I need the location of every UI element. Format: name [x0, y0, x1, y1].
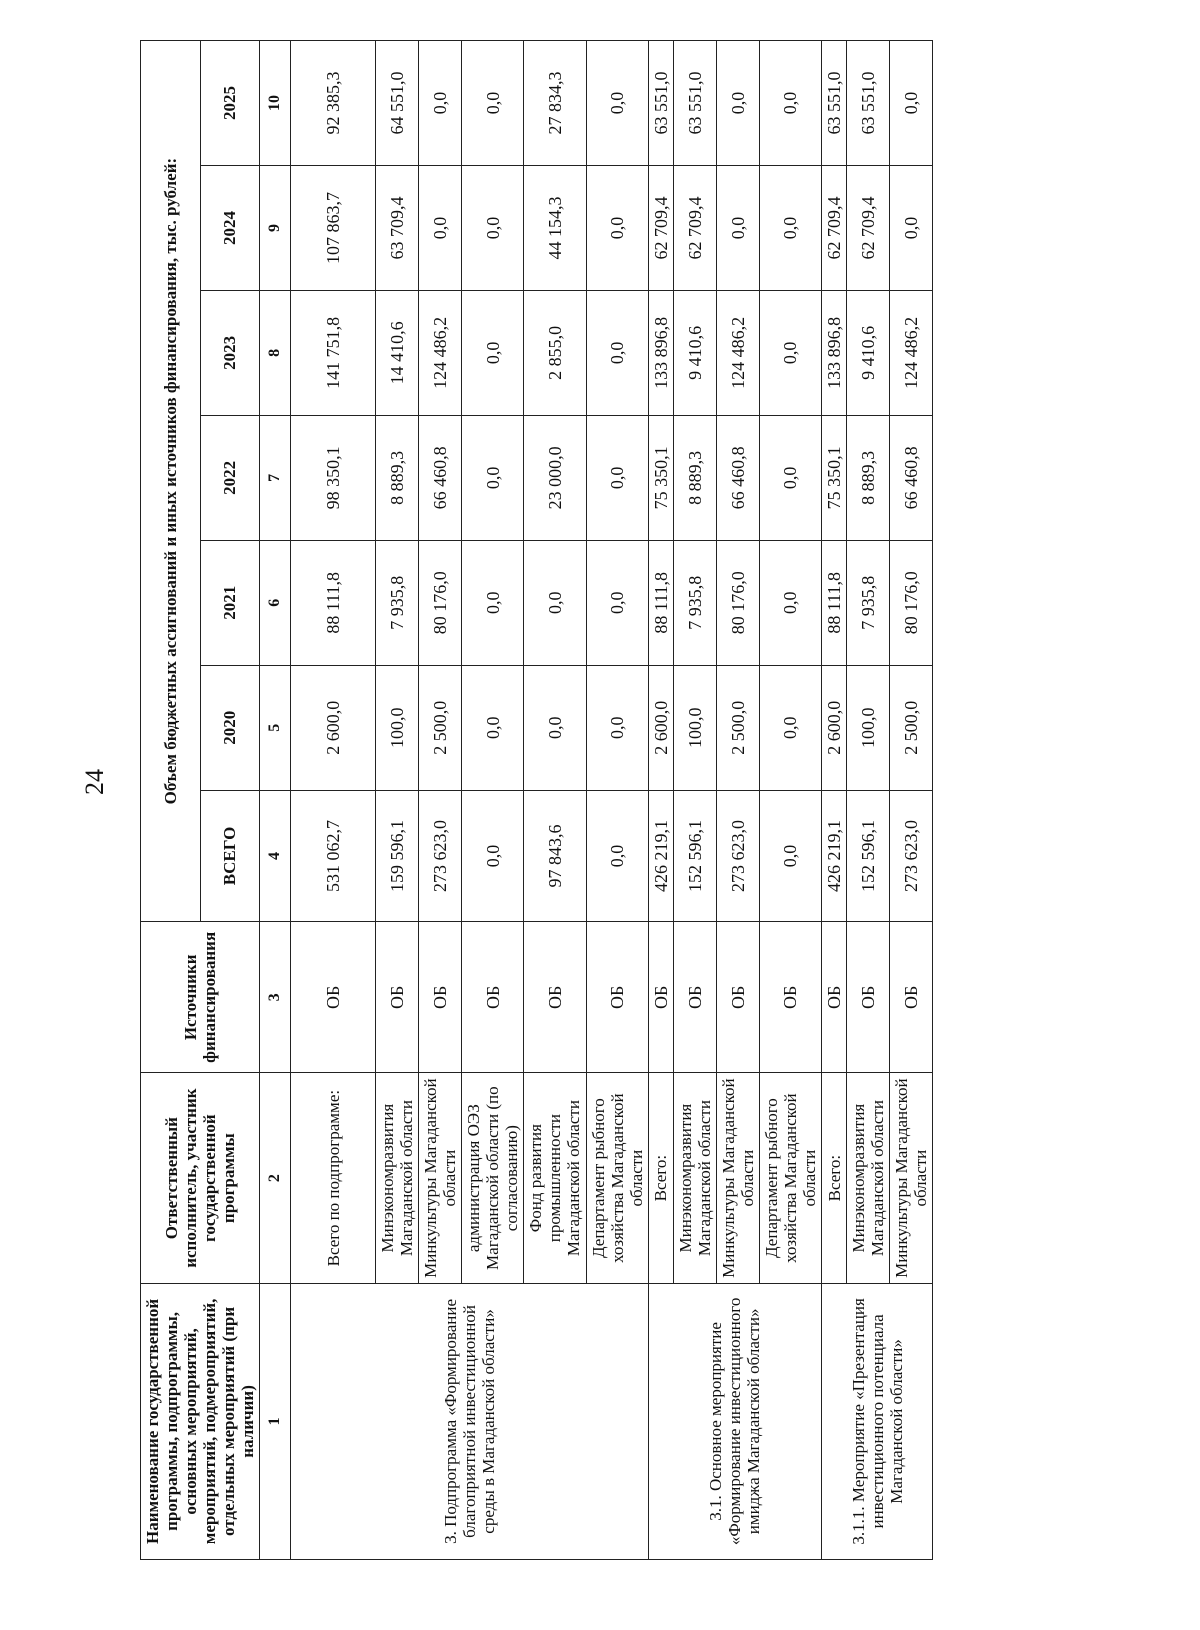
- value-cell: 100,0: [673, 665, 716, 790]
- value-cell: 0,0: [586, 41, 648, 166]
- value-cell: 152 596,1: [847, 790, 890, 922]
- column-number: 6: [260, 540, 291, 665]
- value-cell: 159 596,1: [376, 790, 419, 922]
- header-year-2020: 2020: [200, 665, 260, 790]
- value-cell: 0,0: [759, 540, 821, 665]
- value-cell: 273 623,0: [890, 790, 933, 922]
- value-cell: 62 709,4: [648, 166, 673, 291]
- value-cell: 8 889,3: [847, 415, 890, 540]
- source-cell: ОБ: [847, 922, 890, 1073]
- table-row: [291, 41, 376, 1560]
- value-cell: 0,0: [419, 41, 462, 166]
- value-cell: 63 551,0: [821, 41, 846, 166]
- column-number: 8: [260, 290, 291, 415]
- value-cell: 2 500,0: [890, 665, 933, 790]
- value-cell: 75 350,1: [821, 415, 846, 540]
- header-source: Источники финансирования: [141, 922, 260, 1073]
- executor-cell: Всего по подпрограмме:: [291, 1073, 376, 1283]
- value-cell: 63 551,0: [648, 41, 673, 166]
- value-cell: 80 176,0: [890, 540, 933, 665]
- executor-cell: Минэкономразвития Магаданской области: [847, 1073, 890, 1283]
- value-cell: 0,0: [462, 665, 524, 790]
- value-cell: 66 460,8: [716, 415, 759, 540]
- value-cell: 141 751,8: [291, 290, 376, 415]
- value-cell: 0,0: [462, 41, 524, 166]
- value-cell: 124 486,2: [419, 290, 462, 415]
- column-number: 2: [260, 1073, 291, 1283]
- column-number: 4: [260, 790, 291, 922]
- header-executor: Ответственный исполнитель, участник государственной программы: [141, 1073, 260, 1283]
- value-cell: 62 709,4: [673, 166, 716, 291]
- source-cell: ОБ: [586, 922, 648, 1073]
- value-cell: 2 500,0: [419, 665, 462, 790]
- value-cell: 2 855,0: [524, 290, 586, 415]
- value-cell: 2 600,0: [821, 665, 846, 790]
- value-cell: 0,0: [759, 41, 821, 166]
- value-cell: 80 176,0: [716, 540, 759, 665]
- column-number: 5: [260, 665, 291, 790]
- value-cell: 273 623,0: [716, 790, 759, 922]
- header-total: ВСЕГО: [200, 790, 260, 922]
- value-cell: 0,0: [890, 166, 933, 291]
- value-cell: 8 889,3: [673, 415, 716, 540]
- value-cell: 66 460,8: [419, 415, 462, 540]
- header-program-name: Наименование государственной программы, подпрограммы, основных мероприятий, мероприятий, подмероприятий, отдельных мероприятий (при наличии): [141, 1283, 260, 1559]
- value-cell: 88 111,8: [648, 540, 673, 665]
- value-cell: 63 709,4: [376, 166, 419, 291]
- executor-cell: Департамент рыбного хозяйства Магаданской области: [759, 1073, 821, 1283]
- executor-cell: Минэкономразвития Магаданской области: [376, 1073, 419, 1283]
- column-number: 9: [260, 166, 291, 291]
- header-year-2024: 2024: [200, 166, 260, 291]
- column-number: 3: [260, 922, 291, 1073]
- page-number: 24: [80, 769, 109, 795]
- source-cell: ОБ: [673, 922, 716, 1073]
- table-body: [291, 41, 933, 1560]
- column-number: 7: [260, 415, 291, 540]
- source-cell: ОБ: [376, 922, 419, 1073]
- financing-table: [140, 40, 933, 1560]
- value-cell: 100,0: [376, 665, 419, 790]
- value-cell: 273 623,0: [419, 790, 462, 922]
- value-cell: 7 935,8: [673, 540, 716, 665]
- value-cell: 0,0: [586, 415, 648, 540]
- value-cell: 64 551,0: [376, 41, 419, 166]
- value-cell: 0,0: [759, 415, 821, 540]
- value-cell: 124 486,2: [716, 290, 759, 415]
- value-cell: 0,0: [759, 665, 821, 790]
- value-cell: 0,0: [524, 665, 586, 790]
- column-number: 1: [260, 1283, 291, 1559]
- value-cell: 2 600,0: [291, 665, 376, 790]
- executor-cell: администрация ОЭЗ Магаданской области (по согласованию): [462, 1073, 524, 1283]
- value-cell: 27 834,3: [524, 41, 586, 166]
- source-cell: ОБ: [648, 922, 673, 1073]
- program-item-name: 3.1.1. Мероприятие «Презентация инвестиционного потенциала Магаданской области»: [821, 1283, 932, 1559]
- value-cell: 2 600,0: [648, 665, 673, 790]
- value-cell: 8 889,3: [376, 415, 419, 540]
- value-cell: 0,0: [462, 540, 524, 665]
- value-cell: 0,0: [586, 665, 648, 790]
- source-cell: ОБ: [759, 922, 821, 1073]
- executor-cell: Минкультуры Магаданской области: [716, 1073, 759, 1283]
- rotated-document: [140, 40, 1140, 1560]
- value-cell: 62 709,4: [847, 166, 890, 291]
- value-cell: 0,0: [716, 41, 759, 166]
- value-cell: 7 935,8: [376, 540, 419, 665]
- value-cell: 0,0: [586, 290, 648, 415]
- value-cell: 9 410,6: [847, 290, 890, 415]
- value-cell: 426 219,1: [648, 790, 673, 922]
- value-cell: 2 500,0: [716, 665, 759, 790]
- table-row: [648, 41, 673, 1560]
- executor-cell: Минэкономразвития Магаданской области: [673, 1073, 716, 1283]
- value-cell: 0,0: [524, 540, 586, 665]
- source-cell: ОБ: [462, 922, 524, 1073]
- column-number: 10: [260, 41, 291, 166]
- value-cell: 63 551,0: [673, 41, 716, 166]
- value-cell: 0,0: [586, 540, 648, 665]
- value-cell: 7 935,8: [847, 540, 890, 665]
- value-cell: 531 062,7: [291, 790, 376, 922]
- value-cell: 0,0: [462, 415, 524, 540]
- source-cell: ОБ: [524, 922, 586, 1073]
- value-cell: 0,0: [462, 166, 524, 291]
- value-cell: 0,0: [586, 790, 648, 922]
- value-cell: 80 176,0: [419, 540, 462, 665]
- header-year-2021: 2021: [200, 540, 260, 665]
- source-cell: ОБ: [716, 922, 759, 1073]
- value-cell: 0,0: [586, 166, 648, 291]
- value-cell: 133 896,8: [648, 290, 673, 415]
- value-cell: 152 596,1: [673, 790, 716, 922]
- header-year-2023: 2023: [200, 290, 260, 415]
- header-volume: Объем бюджетных ассигнований и иных источников финансирования, тыс. рублей:: [141, 41, 201, 922]
- value-cell: 0,0: [462, 290, 524, 415]
- program-item-name: 3. Подпрограмма «Формирование благоприятной инвестиционной среды в Магаданской области»: [291, 1283, 648, 1559]
- value-cell: 0,0: [759, 790, 821, 922]
- value-cell: 124 486,2: [890, 290, 933, 415]
- value-cell: 88 111,8: [821, 540, 846, 665]
- executor-cell: Минкультуры Магаданской области: [890, 1073, 933, 1283]
- executor-cell: Минкультуры Магаданской области: [419, 1073, 462, 1283]
- value-cell: 0,0: [462, 790, 524, 922]
- value-cell: 97 843,6: [524, 790, 586, 922]
- source-cell: ОБ: [890, 922, 933, 1073]
- executor-cell: Фонд развития промышленности Магаданской области: [524, 1073, 586, 1283]
- executor-cell: Департамент рыбного хозяйства Магаданской области: [586, 1073, 648, 1283]
- value-cell: 66 460,8: [890, 415, 933, 540]
- table-row: [821, 41, 846, 1560]
- value-cell: 62 709,4: [821, 166, 846, 291]
- value-cell: 44 154,3: [524, 166, 586, 291]
- value-cell: 107 863,7: [291, 166, 376, 291]
- executor-cell: Всего:: [648, 1073, 673, 1283]
- value-cell: 0,0: [759, 290, 821, 415]
- executor-cell: Всего:: [821, 1073, 846, 1283]
- header-year-2025: 2025: [200, 41, 260, 166]
- header-year-2022: 2022: [200, 415, 260, 540]
- source-cell: ОБ: [821, 922, 846, 1073]
- value-cell: 100,0: [847, 665, 890, 790]
- value-cell: 9 410,6: [673, 290, 716, 415]
- value-cell: 23 000,0: [524, 415, 586, 540]
- value-cell: 0,0: [716, 166, 759, 291]
- value-cell: 14 410,6: [376, 290, 419, 415]
- value-cell: 0,0: [759, 166, 821, 291]
- value-cell: 92 385,3: [291, 41, 376, 166]
- value-cell: 88 111,8: [291, 540, 376, 665]
- value-cell: 0,0: [890, 41, 933, 166]
- source-cell: ОБ: [419, 922, 462, 1073]
- source-cell: ОБ: [291, 922, 376, 1073]
- value-cell: 63 551,0: [847, 41, 890, 166]
- value-cell: 75 350,1: [648, 415, 673, 540]
- value-cell: 133 896,8: [821, 290, 846, 415]
- program-item-name: 3.1. Основное мероприятие «Формирование инвестиционного имиджа Магаданской области»: [648, 1283, 821, 1559]
- value-cell: 426 219,1: [821, 790, 846, 922]
- value-cell: 0,0: [419, 166, 462, 291]
- value-cell: 98 350,1: [291, 415, 376, 540]
